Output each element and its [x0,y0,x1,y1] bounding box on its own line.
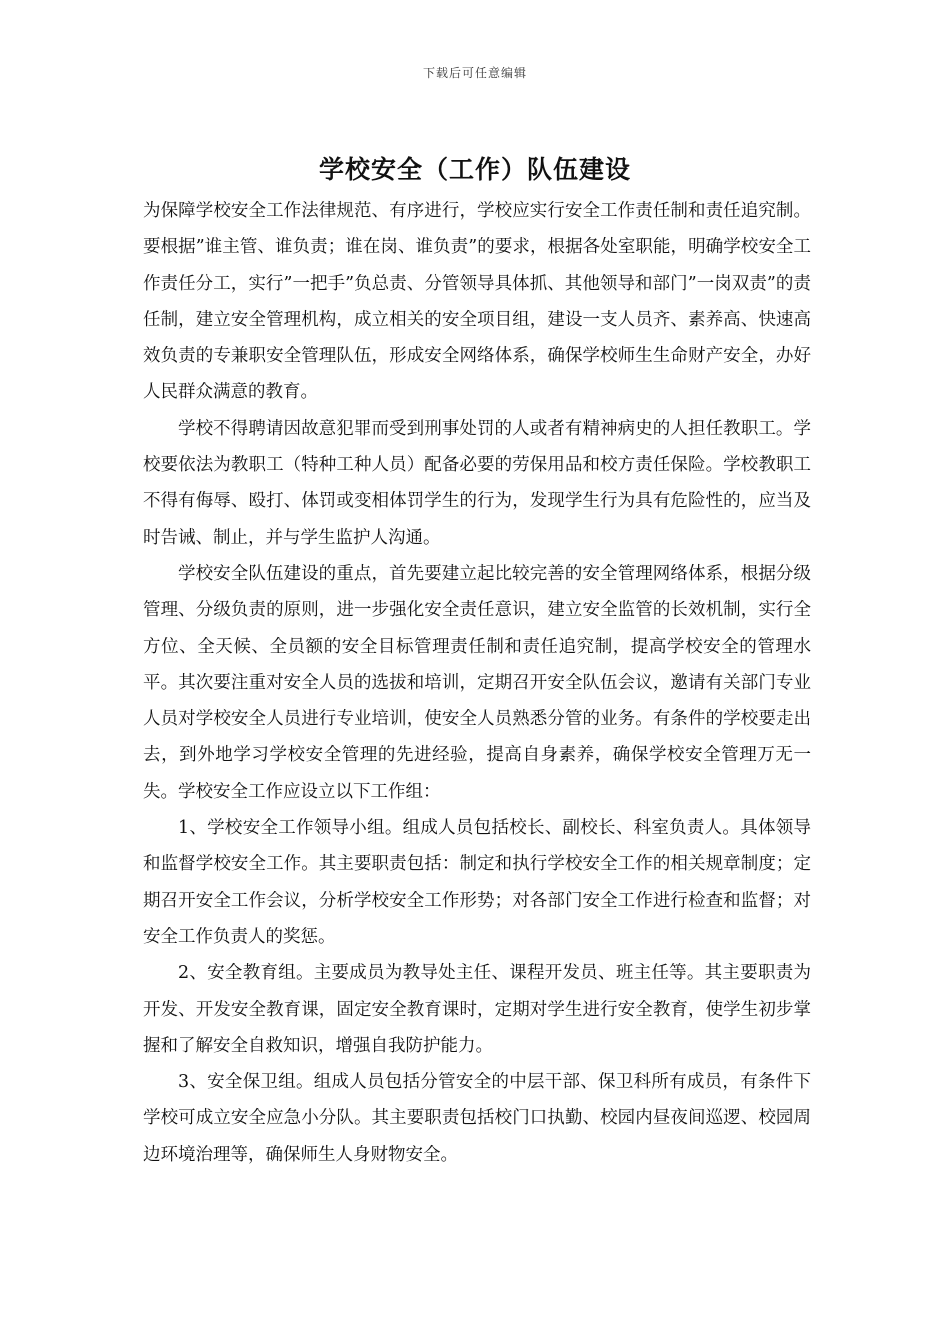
header-note: 下载后可任意编辑 [422,66,527,80]
document-body [143,193,811,1173]
paragraph-intro: 为保障学校安全工作法律规范、有序进行，学校应实行安全工作责任制和责任追究制。要根据”谁主管、谁负责；谁在岗、谁负责”的要求，根据各处室职能，明确学校安全工作责任分工，实行”一把手”负总责、分管领导具体抓、其他领导和部门”一岗双责”的责任制，建立安全管理机构，成立相关的安全项目组，建设一支人员齐、素养高、快速高效负责的专兼职安全管理队伍，形成安全网络体系，确保学校师生生命财产安全，办好人民群众满意的教育。 [143,201,811,403]
paragraph-education-group: 2、安全教育组。主要成员为教导处主任、课程开发员、班主任等。其主要职责为开发、开发安全教育课，固定安全教育课时，定期对学生进行安全教育，使学生初步掌握和了解安全自救知识，增强自我防护能力。 [143,963,811,1056]
paragraph-staff-requirements: 学校不得聘请因故意犯罪而受到刑事处罚的人或者有精神病史的人担任教职工。学校要依法为教职工（特种工种人员）配备必要的劳保用品和校方责任保险。学校教职工不得有侮辱、殴打、体罚或变相体罚学生的行为，发现学生行为具有危险性的，应当及时告诫、制止，并与学生监护人沟通。 [143,418,811,548]
paragraph-team-building: 学校安全队伍建设的重点，首先要建立起比较完善的安全管理网络体系，根据分级管理、分级负责的原则，进一步强化安全责任意识，建立安全监管的长效机制，实行全方位、全天候、全员额的安全目标管理责任制和责任追究制，提高学校安全的管理水平。其次要注重对安全人员的选拔和培训，定期召开安全队伍会议，邀请有关部门专业人员对学校安全人员进行专业培训，使安全人员熟悉分管的业务。有条件的学校要走出去，到外地学习学校安全管理的先进经验，提高自身素养，确保学校安全管理万无一失。学校安全工作应设立以下工作组： [143,563,811,802]
paragraph-security-group: 3、安全保卫组。组成人员包括分管安全的中层干部、保卫科所有成员，有条件下学校可成立安全应急小分队。其主要职责包括校门口执勤、校园内昼夜间巡逻、校园周边环境治理等，确保师生人身财物安全。 [143,1072,811,1165]
document-title: 学校安全（工作）队伍建设 [318,155,631,184]
paragraph-leadership-group: 1、学校安全工作领导小组。组成人员包括校长、副校长、科室负责人。具体领导和监督学校安全工作。其主要职责包括：制定和执行学校安全工作的相关规章制度；定期召开安全工作会议，分析学校安全工作形势；对各部门安全工作进行检查和监督；对安全工作负责人的奖惩。 [143,818,811,947]
